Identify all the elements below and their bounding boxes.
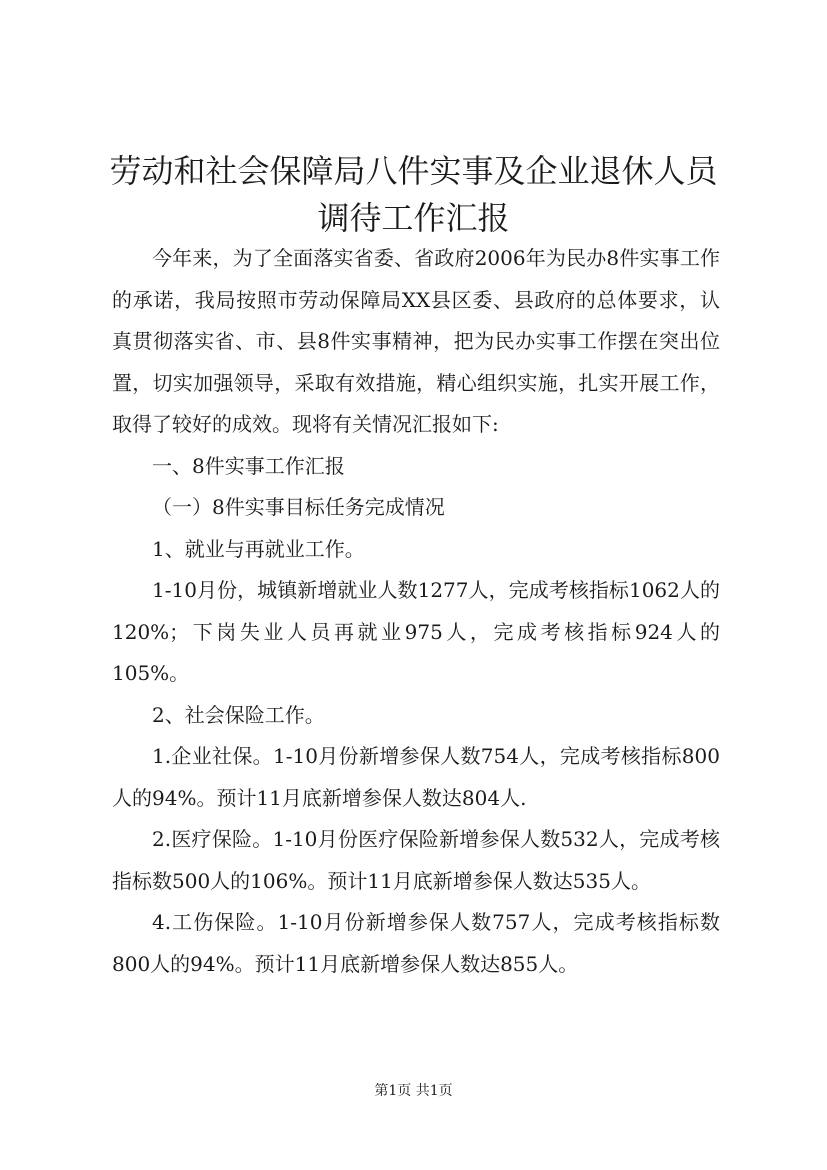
employment-paragraph: 1-10月份，城镇新增就业人数1277人，完成考核指标1062人的120%；下岗失业人员再就业975人，完成考核指标924人的105%。 <box>112 578 720 685</box>
subsection-heading: （一）8件实事目标任务完成情况 <box>152 495 445 519</box>
item-heading-social-insurance: 2、社会保险工作。 <box>152 702 325 727</box>
document-title: 劳动和社会保障局八件实事及企业退休人员调待工作汇报 <box>109 152 718 237</box>
document-body <box>112 238 720 985</box>
section-heading: 一、8件实事工作汇报 <box>152 453 345 478</box>
enterprise-insurance-paragraph: 1.企业社保。1-10月份新增参保人数754人，完成考核指标800人的94%。预计11月底新增参保人数达804人. <box>112 744 720 810</box>
intro-paragraph: 今年来，为了全面落实省委、省政府2006年为民办8件实事工作的承诺，我局按照市劳动保障局XX县区委、县政府的总体要求，认真贯彻落实省、市、县8件实事精神，把为民办实事工作摆在突出位置，切实加强领导，采取有效措施，精心组织实施，扎实开展工作，取得了较好的成效。现将有关情况汇报如下: <box>112 246 720 436</box>
page-footer: 第1页 共1页 <box>374 1083 453 1099</box>
injury-insurance-paragraph: 4.工伤保险。1-10月份新增参保人数757人，完成考核指标数800人的94%。预计11月底新增参保人数达855人。 <box>112 910 720 976</box>
medical-insurance-paragraph: 2.医疗保险。1-10月份医疗保险新增参保人数532人，完成考核指标数500人的106%。预计11月底新增参保人数达535人。 <box>112 827 720 893</box>
item-heading-employment: 1、就业与再就业工作。 <box>152 536 365 561</box>
